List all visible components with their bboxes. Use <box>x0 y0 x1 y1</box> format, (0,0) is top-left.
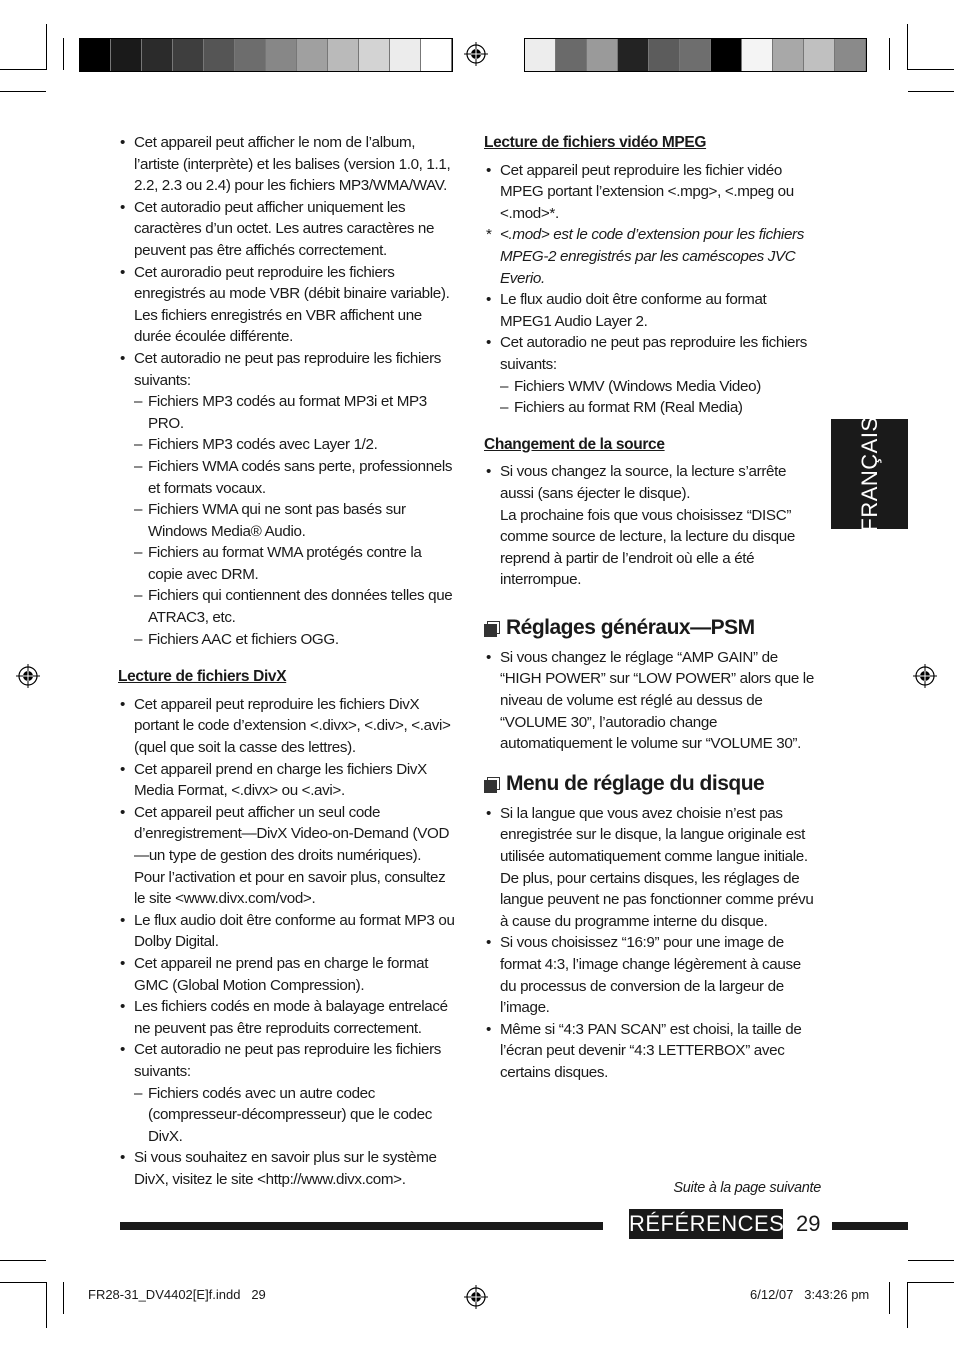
cannot-play-dash-list <box>134 391 458 650</box>
list-item: – Fichiers WMV (Windows Media Video) <box>500 376 820 398</box>
intro-bullet-list <box>118 132 458 262</box>
divx-vod-list <box>118 802 458 910</box>
list-item <box>118 348 458 650</box>
crop-mark <box>889 1282 890 1314</box>
divx-cannot-dash-list <box>134 1083 458 1148</box>
color-swatch <box>390 39 421 71</box>
list-item <box>118 262 458 348</box>
list-item: • Même si “4:3 PAN SCAN” est choisi, la taille de l’écran peut devenir “4:3 LETTERBOX” avec certains disques. <box>484 1019 820 1084</box>
disc-section-heading <box>484 771 820 797</box>
list-item: • Cet appareil ne prend pas en charge le format GMC (Global Motion Compression). <box>118 953 458 996</box>
section-box-icon <box>484 621 498 635</box>
psm-bullet-list <box>484 647 820 755</box>
list-item: • Si vous changez le réglage “AMP GAIN” de “HIGH POWER” sur “LOW POWER” alors que le niveau de volume est réglé au dessus de “VOLUME 30”, l’autoradio change automatiquement le volume sur “VOLUME 30”. <box>484 647 820 755</box>
psm-section-heading <box>484 615 820 641</box>
registration-mark-icon <box>913 664 937 688</box>
color-bar-right <box>524 38 867 72</box>
source-heading: Changement de la source <box>484 435 665 453</box>
crop-mark <box>46 1282 47 1328</box>
mpeg-audio-text: Le flux audio doit être conforme au format MPEG1 Audio Layer 2. <box>500 291 767 330</box>
language-tab <box>831 416 908 532</box>
source-bullet-list <box>484 461 820 591</box>
list-item: – Fichiers AAC et fichiers OGG. <box>134 629 458 651</box>
registration-mark-icon <box>16 664 40 688</box>
crop-mark <box>889 38 890 70</box>
color-swatch <box>328 39 359 71</box>
mpeg-bullet-list <box>484 160 820 225</box>
list-item: • Cet appareil peut reproduire les fichiers DivX portant le code d’extension <.divx>, <.div>, <.avi> (quel que soit la casse des lettres). <box>118 694 458 759</box>
divx-bullet-list <box>118 694 458 802</box>
list-item <box>484 332 820 418</box>
crop-mark <box>63 38 64 70</box>
footnote-star: * <box>486 226 492 244</box>
color-swatch <box>618 39 649 71</box>
color-swatch <box>742 39 773 71</box>
color-swatch <box>235 39 266 71</box>
color-swatch <box>587 39 618 71</box>
color-swatch <box>804 39 835 71</box>
color-swatch <box>835 39 866 71</box>
list-item: – Fichiers WMA codés sans perte, professionnels et formats vocaux. <box>134 456 458 499</box>
list-item <box>118 1039 458 1147</box>
color-swatch <box>297 39 328 71</box>
registration-mark-icon <box>464 42 488 66</box>
list-item: • Si la langue que vous avez choisie n’est pas enregistrée sur le disque, la langue originale est utilisée automatiquement comme langue initiale. De plus, pour certains disques, les réglages de langue peuvent ne pas fonctionner comme prévu à cause du programme interne du disque. <box>484 803 820 933</box>
list-item <box>118 802 458 910</box>
list-item <box>484 160 820 225</box>
registration-mark-icon <box>464 1285 488 1309</box>
color-swatch <box>80 39 111 71</box>
color-swatch <box>111 39 142 71</box>
color-swatch <box>421 39 452 71</box>
crop-mark <box>907 1282 908 1328</box>
print-slug-date: 6/12/07 3:43:26 pm <box>750 1287 870 1302</box>
list-item <box>484 461 820 591</box>
color-swatch <box>266 39 297 71</box>
print-slug-file: FR28-31_DV4402[E]f.indd 29 <box>88 1287 266 1302</box>
cannot-play-text: Cet autoradio ne peut pas reproduire les fichiers suivants: <box>134 349 442 389</box>
list-item: • Cet appareil prend en charge les fichiers DivX Media Format, <.divx> ou <.avi>. <box>118 759 458 802</box>
crop-mark <box>0 1260 46 1261</box>
list-item: • Si vous choisissez “16:9” pour une image de format 4:3, l’image change légèrement à cause du processus de conversion de la largeur de l’image. <box>484 932 820 1018</box>
list-item: – Fichiers au format RM (Real Media) <box>500 397 820 419</box>
vbr-bullet-list <box>118 262 458 651</box>
color-swatch <box>204 39 235 71</box>
language-tab-label: FRANÇAIS <box>856 416 882 532</box>
color-swatch <box>525 39 556 71</box>
divx-cannot-text: Cet autoradio ne peut pas reproduire les fichiers suivants: <box>134 1041 442 1080</box>
continued-note: Suite à la page suivante <box>673 1180 821 1196</box>
psm-heading-text: Réglages généraux—PSM <box>506 615 755 639</box>
mpeg-cannot-dash-list <box>500 376 820 419</box>
vbr-bullet-text: Cet auroradio peut reproduire les fichiers enregistrés au mode VBR (débit binaire variable). <box>134 263 450 303</box>
mpeg-cannot-text: Cet autoradio ne peut pas reproduire les fichiers suivants: <box>500 334 808 373</box>
disc-bullet-list <box>484 803 820 1084</box>
crop-mark <box>908 91 954 92</box>
source-bullet-text: Si vous changez la source, la lecture s’arrête aussi (sans éjecter le disque). <box>500 463 787 502</box>
color-bar-left <box>79 38 453 72</box>
crop-mark <box>907 24 908 70</box>
crop-mark <box>63 1282 64 1314</box>
divx-vod-note: Pour l’activation et pour en savoir plus, consultez le site <www.divx.com/vod>. <box>134 868 446 908</box>
color-swatch <box>556 39 587 71</box>
source-note-text: La prochaine fois que vous choisissez “DISC” comme source de lecture, la lecture du disque reprend à partir de l’endroit où elle a été interrompue. <box>500 506 795 589</box>
footer-rule <box>832 1222 908 1230</box>
footnote-text: <.mod> est le code d’extension pour les fichiers MPEG-2 enregistrés par les caméscopes JVC Everio. <box>500 226 805 287</box>
crop-mark <box>908 1260 954 1261</box>
list-item: – Fichiers au format WMA protégés contre la copie avec DRM. <box>134 542 458 585</box>
list-item: • Cet appareil peut afficher le nom de l’album, l’artiste (interprète) et les balises (version 1.0, 1.1, 2.2, 2.3 ou 2.4) pour les fichiers MP3/WMA/WAV. <box>118 132 458 197</box>
divx-last-text: Si vous souhaitez en savoir plus sur le système DivX, visitez le site <http://www.divx.com>. <box>134 1149 437 1188</box>
crop-mark <box>908 1282 954 1283</box>
list-item: • Les fichiers codés en mode à balayage entrelacé ne peuvent pas être reproduits correctement. <box>118 996 458 1039</box>
divx-cannot-list <box>118 1039 458 1190</box>
color-swatch <box>359 39 390 71</box>
right-column <box>484 132 820 1084</box>
mpeg-bullet-list-2 <box>484 289 820 419</box>
divx-vod-text: Cet appareil peut afficher un seul code d’enregistrement—DivX Video-on-Demand (VOD—un type de gestion des droits numériques). <box>134 803 450 864</box>
section-label: RÉFÉRENCES <box>629 1209 783 1239</box>
page-number: 29 <box>796 1211 821 1236</box>
crop-mark <box>0 69 46 70</box>
footer-rule <box>120 1222 603 1230</box>
disc-heading-text: Menu de réglage du disque <box>506 771 765 795</box>
left-column <box>118 132 458 1191</box>
list-item: • Le flux audio doit être conforme au format MP3 ou Dolby Digital. <box>118 910 458 953</box>
list-item <box>484 289 820 332</box>
crop-mark <box>0 91 46 92</box>
crop-mark <box>46 24 47 70</box>
mpeg-footnote <box>484 224 820 289</box>
color-swatch <box>173 39 204 71</box>
color-swatch <box>142 39 173 71</box>
divx-bullet-list-2 <box>118 910 458 1040</box>
list-item: • Cet autoradio peut afficher uniquement les caractères d’un octet. Les autres caractères ne peuvent pas être affichés correctement. <box>118 197 458 262</box>
crop-mark <box>908 69 954 70</box>
list-item: – Fichiers MP3 codés avec Layer 1/2. <box>134 434 458 456</box>
divx-heading: Lecture de fichiers DivX <box>118 668 287 686</box>
list-item: – Fichiers qui contiennent des données telles que ATRAC3, etc. <box>134 585 458 628</box>
color-swatch <box>680 39 711 71</box>
vbr-note-text: Les fichiers enregistrés en VBR affichent une durée écoulée différente. <box>134 306 422 346</box>
color-swatch <box>773 39 804 71</box>
list-item <box>118 1147 458 1190</box>
mpeg-bullet-text: Cet appareil peut reproduire les fichier vidéo MPEG portant l’extension <.mpg>, <.mpeg ou <.mod>*. <box>500 161 794 222</box>
list-item: – Fichiers WMA qui ne sont pas basés sur Windows Media® Audio. <box>134 499 458 542</box>
list-item: – Fichiers codés avec un autre codec (compresseur-décompresseur) que le codec DivX. <box>134 1083 458 1148</box>
color-swatch <box>649 39 680 71</box>
section-box-icon <box>484 777 498 791</box>
color-swatch <box>711 39 742 71</box>
crop-mark <box>0 1282 46 1283</box>
mpeg-heading: Lecture de fichiers vidéo MPEG <box>484 134 707 151</box>
list-item: – Fichiers MP3 codés au format MP3i et MP3 PRO. <box>134 391 458 434</box>
